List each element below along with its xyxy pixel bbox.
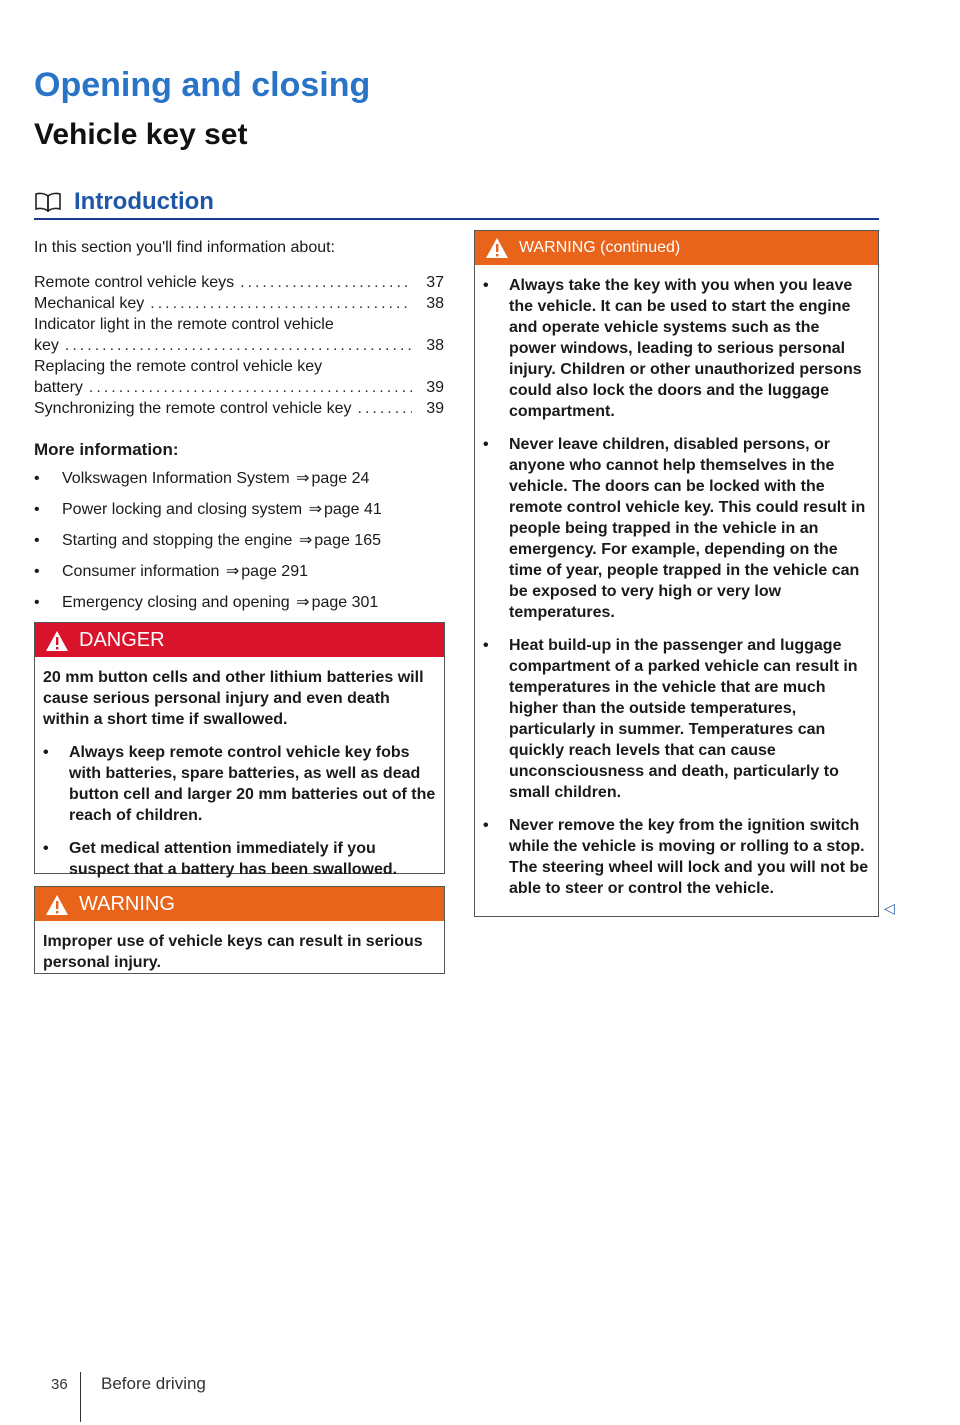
toc-leader [144, 293, 412, 314]
toc-list [34, 272, 444, 419]
toc-page: 39 [426, 379, 444, 396]
more-info-item [34, 499, 444, 520]
bullet-item: • Always take the key with you when you leave the vehicle. It can be used to start the engine and operate vehicle systems such as the power windows, leading to serious personal injury. Children or other unauthorized persons could also lock the doors and the luggage compartment. [483, 275, 870, 422]
warning-continued-title: WARNING (continued) [519, 239, 681, 256]
book-icon [34, 192, 62, 217]
section-end-mark: ◁ [884, 900, 895, 916]
toc-entry [34, 398, 444, 419]
more-info-item [34, 592, 444, 613]
bullet-item: • Never remove the key from the ignition switch while the vehicle is moving or rolling to a stop. The steering wheel will lock and you will not be able to steer or control the vehicle. [483, 815, 870, 899]
cross-reference-arrow: ⇒ [225, 563, 240, 580]
cross-reference-arrow: ⇒ [308, 501, 322, 518]
bullet-item: • Get medical attention immediately if you suspect that a battery has been swallowed. [43, 838, 436, 880]
toc-entry-text: key [34, 337, 59, 354]
more-info-heading: More information: [34, 440, 179, 459]
warning-header [35, 887, 444, 921]
section-title: Vehicle key set [34, 118, 248, 151]
danger-box [34, 622, 445, 878]
warning-triangle-icon [45, 629, 69, 663]
introduction-heading [34, 186, 879, 220]
toc-page: 37 [426, 274, 444, 291]
more-info-page-link[interactable]: page 165 [314, 532, 381, 549]
cross-reference-arrow: ⇒ [298, 532, 313, 549]
warning-continued-list [483, 275, 870, 899]
danger-intro: 20 mm button cells and other lithium batteries will cause serious personal injury and even death within a short time if swallowed. [43, 669, 424, 728]
toc-page: 39 [426, 400, 444, 417]
toc-leader [59, 335, 412, 356]
bullet-item: • Heat build-up in the passenger and luggage compartment of a parked vehicle can result in temperatures in the vehicle that are much higher than the outside temperatures, particularly in summer. Temperatures can quickly reach levels that can cause unconsciousness and death, particularly to small children. [483, 635, 870, 803]
warning-box [34, 886, 445, 974]
chapter-title: Opening and closing [34, 66, 371, 104]
toc-entry-text: Replacing the remote control vehicle key [34, 358, 323, 375]
toc-entry-text: battery [34, 379, 83, 396]
toc-entry [34, 272, 444, 293]
warning-body: Improper use of vehicle keys can result in serious personal injury. [43, 933, 423, 971]
toc-page: 38 [426, 295, 444, 312]
toc-entry-text: Mechanical key [34, 295, 145, 312]
footer-section: Before driving [101, 1374, 206, 1393]
bullet-item: • Always keep remote control vehicle key fobs with batteries, spare batteries, as well as dead button cell and larger 20 mm batteries out of the reach of children. [43, 742, 436, 826]
warning-continued-header [475, 231, 878, 265]
more-info-page-link[interactable]: page 291 [241, 563, 308, 580]
toc-entry-text: Remote control vehicle keys [34, 274, 235, 291]
warning-triangle-icon [485, 237, 509, 272]
page-number: 36 [51, 1376, 68, 1393]
more-info-item [34, 468, 444, 489]
page-footer [51, 1372, 206, 1422]
danger-list [43, 742, 436, 880]
left-column [34, 237, 444, 623]
toc-entry [34, 293, 444, 314]
intro-lead: In this section you'll find information about: [34, 239, 335, 256]
danger-title: DANGER [79, 629, 165, 651]
more-info-page-link[interactable]: page 301 [311, 594, 379, 611]
cross-reference-arrow: ⇒ [296, 470, 310, 487]
more-info-text: Starting and stopping the engine [62, 532, 293, 549]
more-info-text: Consumer information [62, 563, 220, 580]
toc-entry [34, 377, 444, 398]
bullet-item: • Never leave children, disabled persons, or anyone who cannot help themselves in the vehicle. The doors can be locked with the remote control vehicle key. This could result in people being trapped in the vehicle in an emergency. For example, depending on the time of year, people trapped in the vehicle can be exposed to very high or very low temperatures. [483, 434, 870, 623]
more-info-list [34, 468, 444, 613]
toc-leader [352, 398, 413, 419]
warning-title: WARNING [79, 893, 175, 915]
warning-triangle-icon [45, 893, 69, 927]
toc-page: 38 [426, 337, 444, 354]
toc-entry [34, 335, 444, 356]
more-info-text: Power locking and closing system [62, 501, 303, 518]
toc-entry-text: Synchronizing the remote control vehicle key [34, 400, 352, 417]
danger-header [35, 623, 444, 657]
more-info-item [34, 561, 444, 582]
toc-leader [83, 377, 412, 398]
toc-entry-text: Indicator light in the remote control vehicle [34, 316, 334, 333]
warning-continued-box [474, 230, 879, 917]
more-info-page-link[interactable]: page 41 [323, 501, 382, 518]
cross-reference-arrow: ⇒ [296, 594, 310, 611]
introduction-label: Introduction [74, 188, 214, 215]
more-info-text: Emergency closing and opening [62, 594, 290, 611]
more-info-text: Volkswagen Information System [62, 470, 290, 487]
toc-leader [234, 272, 412, 293]
more-info-item [34, 530, 444, 551]
more-info-page-link[interactable]: page 24 [311, 470, 370, 487]
